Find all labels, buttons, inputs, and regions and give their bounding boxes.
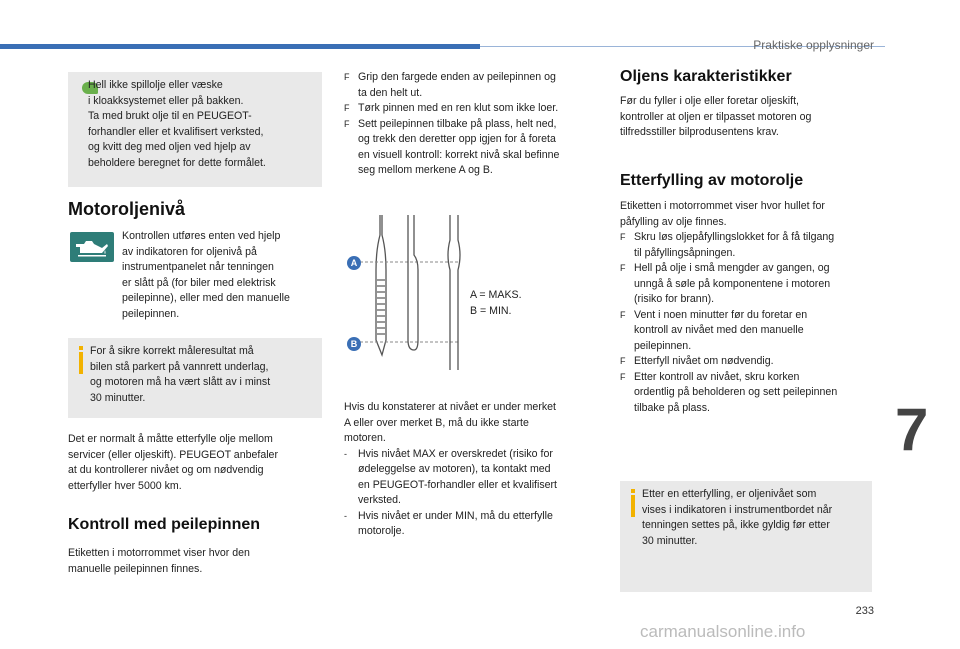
bullet-text: (risiko for brann). [634,293,715,305]
bullet-marker [620,277,634,293]
marker-b-tag: B [347,337,361,351]
dash-line [344,462,600,478]
parking-info-text [90,344,318,406]
bullet-marker: F [620,371,626,382]
parking-line: For å sikre korrekt måleresultat må [90,345,254,357]
bullet-text: tilbake på plass. [634,401,710,414]
bullet-marker: F [620,263,626,273]
bullet-marker [344,86,358,102]
bullet-marker [344,132,358,148]
bullet-text: Etterfyll nivået om nødvendig. [634,355,774,367]
etter-step-line [620,323,882,339]
bullet-text: ødeleggelse av motoren), ta kontakt med [358,463,551,475]
bullet-text: Hvis nivået er under MIN, må du etterfylle [358,509,553,522]
bullet-text: Grip den fargede enden av peilepinnen og [358,71,556,83]
bullet-text: Sett peilepinnen tilbake på plass, helt ned, [358,117,557,130]
dipstick-steps [344,70,600,179]
oljens-line: Før du fyller i olje eller foretar oljeskift, [620,95,799,107]
etter-step-line [620,246,882,262]
oil-level-warning-icon [70,232,114,262]
etter-step-line [620,339,882,355]
indicator-text [122,229,322,322]
step-line [344,163,600,179]
indicator-line: instrumentpanelet når tenningen [122,261,274,273]
refill-info-line: vises i indikatoren i instrumentbordet når [642,503,833,516]
bullet-text: og trekk den deretter opp igjen for å foreta [358,133,556,145]
bullet-text: til påfyllingsåpningen. [634,246,736,259]
bullet-marker [344,462,358,478]
bullet-marker [344,163,358,179]
bullet-marker: F [620,356,626,366]
dash-line [344,478,600,494]
marker-a-tag: A [347,256,361,270]
bullet-text: Hvis nivået MAX er overskredet (risiko for [358,447,553,460]
bullet-marker: - [344,510,347,521]
etter-step-line [620,385,882,401]
indicator-line: peilepinne), eller med den manuelle [122,292,290,304]
level-warning-text [344,400,600,540]
warn-line: Hvis du konstaterer at nivået er under merket [344,401,556,413]
header-rule [0,44,480,49]
env-line: Hell ikke spillolje eller væske [88,79,223,91]
dipstick-illustration [350,210,590,380]
bullet-marker: F [620,309,626,320]
watermark: carmanualsonline.info [640,622,806,641]
etter-intro-line: påfylling av olje finnes. [620,215,727,228]
chapter-number: 7 [895,396,929,463]
env-line: i kloakksystemet eller på bakken. [88,94,244,107]
bullet-marker [344,478,358,494]
info-icon [631,495,635,517]
bullet-text: ordentlig på beholderen og sett peilepinnen [634,386,838,398]
etter-step-line [620,230,882,246]
legend-min: B = MIN. [470,304,512,317]
refill-normal-text [68,432,328,494]
env-line: beholdere beregnet for dette formålet. [88,156,266,169]
etter-step-line [620,401,882,417]
section-header: Praktiske opplysninger [753,38,874,52]
parking-line: og motoren må ha vært slått av i minst [90,376,271,388]
env-line: og kvitt deg med oljen ved hjelp av [88,141,251,153]
bullet-text: kontroll av nivået med den manuelle [634,324,804,336]
bullet-text: ta den helt ut. [358,86,423,99]
bullet-marker [620,323,634,339]
bullet-marker: F [344,72,350,82]
dash-line [344,447,600,463]
bullet-text: Hell på olje i små mengder av gangen, og [634,262,830,274]
bullet-marker [344,148,358,164]
oljens-line: tilfredsstiller bilprodusentens krav. [620,126,779,138]
section-title-oljens: Oljens karakteristikker [620,68,792,85]
bullet-text: peilepinnen. [634,339,692,352]
bullet-marker [620,339,634,355]
parking-line: bilen stå parkert på vannrett underlag, [90,360,269,373]
bullet-text: verksted. [358,494,401,506]
etter-step-line [620,370,882,386]
etter-step-line [620,354,882,370]
bullet-text: Vent i noen minutter før du foretar en [634,308,808,321]
env-line: forhandler eller et kvalifisert verksted, [88,125,264,138]
bullet-text: seg mellom merkene A og B. [358,164,493,176]
bullet-text: Etter kontroll av nivået, skru korken [634,370,800,383]
parking-line: 30 minutter. [90,391,146,404]
etter-step-line [620,277,882,293]
refill-steps [620,199,882,416]
peile-line: Etiketten i motorrommet viser hvor den [68,547,250,559]
bullet-marker: - [344,448,347,459]
oljens-line: kontroller at oljen er tilpasset motoren og [620,110,812,123]
refill-info-text [642,487,868,549]
bullet-text: Tørk pinnen med en ren klut som ikke loer. [358,102,559,114]
bullet-text: unngå å søle på komponentene i motoren [634,277,831,290]
refill-info-line: tenningen settes på, ikke gyldig før etter [642,519,830,531]
oil-can-icon [74,236,110,258]
step-line [344,86,600,102]
indicator-line: av indikatoren for oljenivå på [122,245,257,258]
env-line: Ta med brukt olje til en PEUGEOT- [88,110,252,122]
dash-line [344,509,600,525]
page-number: 233 [855,605,874,617]
step-line [344,101,600,117]
normal-line: at du kontrollerer nivået og om nødvendig [68,464,264,476]
bullet-marker [344,524,358,540]
dash-line [344,493,600,509]
normal-line: servicer (eller oljeskift). PEUGEOT anbefaler [68,448,278,461]
normal-line: Det er normalt å måtte etterfylle olje mellom [68,433,273,445]
environment-note-text [88,78,318,171]
dash-line [344,524,600,540]
peile-line: manuelle peilepinnen finnes. [68,562,203,575]
bullet-text: motorolje. [358,525,405,537]
refill-info-line: 30 minutter. [642,534,698,547]
parking-info-box [68,338,322,418]
info-icon [79,352,83,374]
step-line [344,117,600,133]
indicator-line: Kontrollen utføres enten ved hjelp [122,230,281,242]
etter-step-line [620,292,882,308]
refill-info-line: Etter en etterfylling, er oljenivået som [642,488,817,500]
bullet-text: en visuell kontroll: korrekt nivå skal befinne [358,148,560,161]
bullet-marker [620,401,634,417]
dipstick-legend [470,288,522,319]
normal-line: etterfyller hver 5000 km. [68,479,182,492]
section-title-peilepinnen: Kontroll med peilepinnen [68,516,261,533]
dipstick-location-text [68,546,328,577]
bullet-marker: F [344,118,350,129]
warn-line: A eller over merket B, må du ikke starte [344,416,529,429]
bullet-marker [344,493,358,509]
environment-note-box [68,72,322,187]
bullet-marker [620,385,634,401]
step-line [344,132,600,148]
indicator-line: er slått på (for biler med elektrisk [122,276,276,289]
bullet-marker: F [620,232,626,242]
bullet-text: en PEUGEOT-forhandler eller et kvalifisert [358,478,558,491]
etter-intro-line: Etiketten i motorrommet viser hvor hullet for [620,200,825,212]
etter-step-line [620,308,882,324]
oil-characteristics-text [620,94,880,141]
section-title-etterfylling: Etterfylling av motorolje [620,172,804,189]
indicator-line: peilepinnen. [122,307,180,320]
etter-step-line [620,261,882,277]
bullet-text: Skru løs oljepåfyllingslokket for å få tilgang [634,231,835,243]
bullet-marker [620,292,634,308]
step-line [344,70,600,86]
refill-info-box [620,481,872,592]
section-title-motoroljeniva: Motoroljenivå [68,199,186,219]
bullet-marker: F [344,103,350,113]
legend-max: A = MAKS. [470,289,522,301]
warn-line: motoren. [344,432,386,444]
bullet-marker [620,246,634,262]
step-line [344,148,600,164]
